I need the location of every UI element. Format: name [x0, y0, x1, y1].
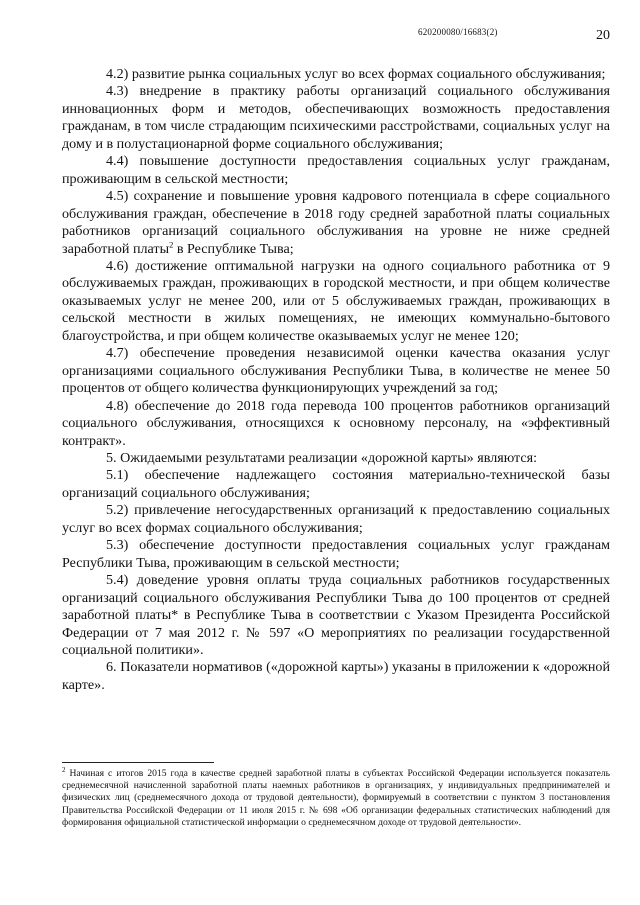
paragraph-text: 5.3) обеспечение доступности предоставления социальных услуг гражданам Республики Тыва, проживающим в сельской местности;: [62, 537, 610, 571]
footnote: [62, 765, 610, 829]
paragraph-4-4: [62, 153, 610, 188]
paragraph-text: 4.7) обеспечение проведения независимой оценки качества оказания услуг организациями социального обслуживания Республики Тыва, в количестве не менее 50 процентов от общего количества функционирующих учреждений за год;: [62, 345, 610, 397]
paragraph-text: 4.4) повышение доступности предоставления социальных услуг гражданам, проживающим в сельской местности;: [62, 153, 610, 187]
footnote-mark: 2: [62, 765, 66, 774]
paragraph-text: 4.8) обеспечение до 2018 года перевода 100 процентов работников организаций социального обслуживания, относящихся к основному персоналу, на «эффективный контракт».: [62, 397, 610, 449]
paragraph-text: 4.2) развитие рынка социальных услуг во всех формах социального обслуживания;: [106, 66, 606, 82]
paragraph-text: 5. Ожидаемыми результатами реализации «дорожной карты» являются:: [106, 449, 538, 466]
footnote-reference: 2: [169, 238, 174, 249]
paragraph-5-2: [62, 502, 610, 537]
paragraph-4-6: [62, 258, 610, 345]
paragraph-text-tail: в Республике Тыва;: [173, 240, 294, 257]
paragraph-text: 5.4) доведение уровня оплаты труда социальных работников государственных организаций социального обслуживания Республики Тыва до 100 процентов от средней заработной платы* в Республике Тыва в соответствии с Указом Президента Российской Федерации от 7 мая 2012 г. № 597 «О мероприятиях по реализации государственной социальной политики».: [62, 572, 610, 658]
paragraph-text: 5.1) обеспечение надлежащего состояния материально-технической базы организаций социального обслуживания;: [62, 467, 610, 501]
paragraph-5-1: [62, 467, 610, 502]
doc-number: 620200080/16683(2): [418, 27, 498, 37]
paragraph-text: 4.3) внедрение в практику работы организаций социального обслуживания инновационных форм и методов, обеспечивающих возможность предоставления гражданам, в том числе страдающим психическими расстройствами, социальных услуг на дому и в полустационарной форме социального обслуживания;: [62, 83, 610, 152]
paragraph-5-4: [62, 572, 610, 659]
paragraph-4-2: [62, 66, 610, 83]
footnote-separator: [62, 762, 214, 763]
paragraph-5: [62, 450, 610, 467]
paragraph-5-3: [62, 537, 610, 572]
page-number: 20: [596, 28, 610, 43]
paragraph-4-7: [62, 345, 610, 397]
paragraph-4-3: [62, 83, 610, 153]
paragraph-6: [62, 659, 610, 694]
paragraph-text: 6. Показатели нормативов («дорожной карты») указаны в приложении к «дорожной карте».: [62, 659, 610, 693]
paragraph-text: 4.5) сохранение и повышение уровня кадрового потенциала в сфере социального обслуживания граждан, обеспечение в 2018 году средней заработной платы социальных работников организаций социального обслуживания на уровне не ниже средней заработной платы: [62, 188, 610, 257]
footnote-text: Начиная с итогов 2015 года в качестве средней заработной платы в субъектах Российской Федерации используется показатель среднемесячной начисленной заработной платы наемных работников в организациях, у индивидуальных предпринимателей и физических лиц (среднемесячного дохода от трудовой деятельности), формируемый в соответствии с пунктом 3 постановления Правительства Российской Федерации от 11 июля 2015 г. № 698 «Об организации федеральных статистических наблюдений для формирования официальной статистической информации о среднемесячном доходе от трудовой деятельности».: [62, 768, 610, 828]
paragraph-4-8: [62, 398, 610, 450]
paragraph-text: 4.6) достижение оптимальной нагрузки на одного социального работника от 9 обслуживаемых граждан, проживающих в городской местности, и при общем количестве оказываемых услуг не менее 200, или от 5 обслуживаемых граждан, проживающих в сельской местности в жилых помещениях, не имеющих коммунально-бытового благоустройства, и при общем количестве оказываемых услуг не менее 120;: [62, 257, 610, 344]
paragraph-4-5: [62, 188, 610, 258]
document-body: [62, 66, 610, 694]
paragraph-text: 5.2) привлечение негосударственных организаций к предоставлению социальных услуг во всех формах социального обслуживания;: [62, 502, 610, 536]
